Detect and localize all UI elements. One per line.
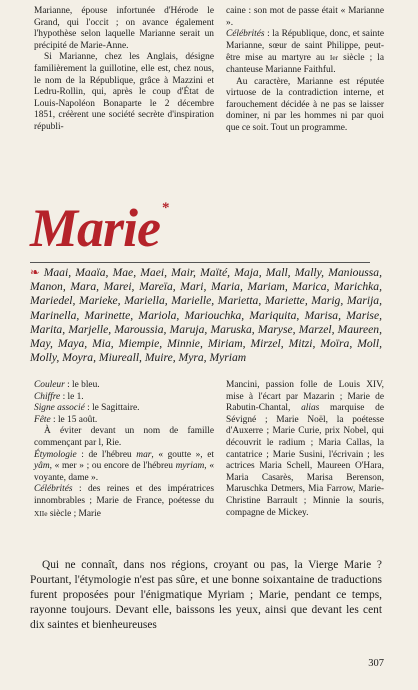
info-right-column [226,380,384,519]
variants-list: Maai, Maaïa, Mae, Maei, Mair, Maïté, Maja, Mall, Mally, Manioussa, Manon, Mara, Marei, Mareïa, Mari, Maria, Mariam, Marica, Marichka, Mariedel, Marieke, Mariella, Marielle, Marietta, Mariette, Marig, Marija, Marinella, Marinette, Mariola, Mariouchka, Mariquita, Marisa, Marise, Marita, Marjelle, Maroussia, Maruja, Maruska, Maryse, Marzel, Maureen, May, Maya, Mia, Miempie, Minnie, Miriam, Mirzel, Mitzi, Moïra, Moll, Molly, Moyra, Miureall, Muire, Myra, Myriam [30,266,382,365]
color-line: Couleur : le bleu. [34,380,100,390]
marianne-text-right-column [226,6,384,135]
paragraph: caine : son mot de passe était « Marianne ». [226,6,384,28]
celebrities-line: Célébrités : des reines et des impératrices innombrables ; Marie de France, poétesse du XIIe siècle ; Marie [34,484,214,519]
marianne-text-left-column [34,6,214,134]
name-variants [30,266,382,365]
title-asterisk: * [162,200,170,216]
paragraph: Si Marianne, chez les Anglais, désigne familièrement la guillotine, elle est, chez nous, le nom de la République, grâce à Mazzini et Ledru-Rollin, qui, après le coup d'État de Louis-Napoléon Bonaparte le 2 décembre 1851, créèrent une société secrète d'inspiration républi- [34,52,214,132]
paragraph: Au caractère, Marianne est réputée virtuose de la contradiction interne, et farouchement décidée à ne pas se laisser dominer, ni par les hommes ni par quoi que ce soit. Tout un programme. [226,76,384,133]
essay-text [30,558,382,633]
heading-rule [30,262,370,263]
celebrities-continued: Mancini, passion folle de Louis XIV, mise à l'écart par Mazarin ; Marie de Rabutin-Chantal, alias marquise de Sévigné ; Marie Noël, la poétesse d'Auxerre ; Marie Curie, prix Nobel, qui découvrit le radium ; Maria Callas, la cantatrice ; Marie Susini, l'écrivain ; les actrices Maria Schell, Maureen O'Hara, Maria Casarès, Marisa Berenson, Maruschka Detmers, Mia Farrow, Marie-Christine Barrault ; Minnie la souris, compagne de Mickey. [226,380,384,518]
name-heading [30,198,370,260]
etymology-line: Étymologie : de l'hébreu mar, « goutte », et yâm, « mer » ; ou encore de l'hébreu myriam, « voyante, dame ». [34,449,215,483]
paragraph: Marianne, épouse infortunée d'Hérode le Grand, qui l'occit ; on avance également l'hypothèse selon laquelle Marianne serait un précipité de Marie-Anne. [34,6,214,51]
page-number: 307 [368,658,384,669]
flourish-icon: ❧ [30,266,40,279]
name-title: Marie [30,198,160,258]
info-left-column [34,380,214,520]
number-line: Chiffre : le 1. [34,391,84,402]
avoid-line: À éviter devant un nom de famille commençant par l, Rie. [34,426,214,448]
paragraph: Qui ne connaît, dans nos régions, croyant ou pas, la Vierge Marie ? Pourtant, l'étymologie n'est pas sûre, et une bonne soixantaine de traductions furent proposées pour l'énigmatique Myriam ; Marie, pendant ce temps, rayonne toujours. Devant elle, baissons les yeux, ainsi que devant les cent dix saintes et bienheureuses [30,559,382,631]
feast-line: Fête : le 15 août. [34,414,98,425]
celebrities-paragraph: Célébrités : la République, donc, et sainte Marianne, sœur de saint Philippe, peut-être mise au martyre au Ier siècle ; la chanteuse Marianne Faithful. [226,29,384,75]
sign-line: Signe associé : le Sagittaire. [34,403,140,414]
celebrities-label: Célébrités [226,29,265,40]
